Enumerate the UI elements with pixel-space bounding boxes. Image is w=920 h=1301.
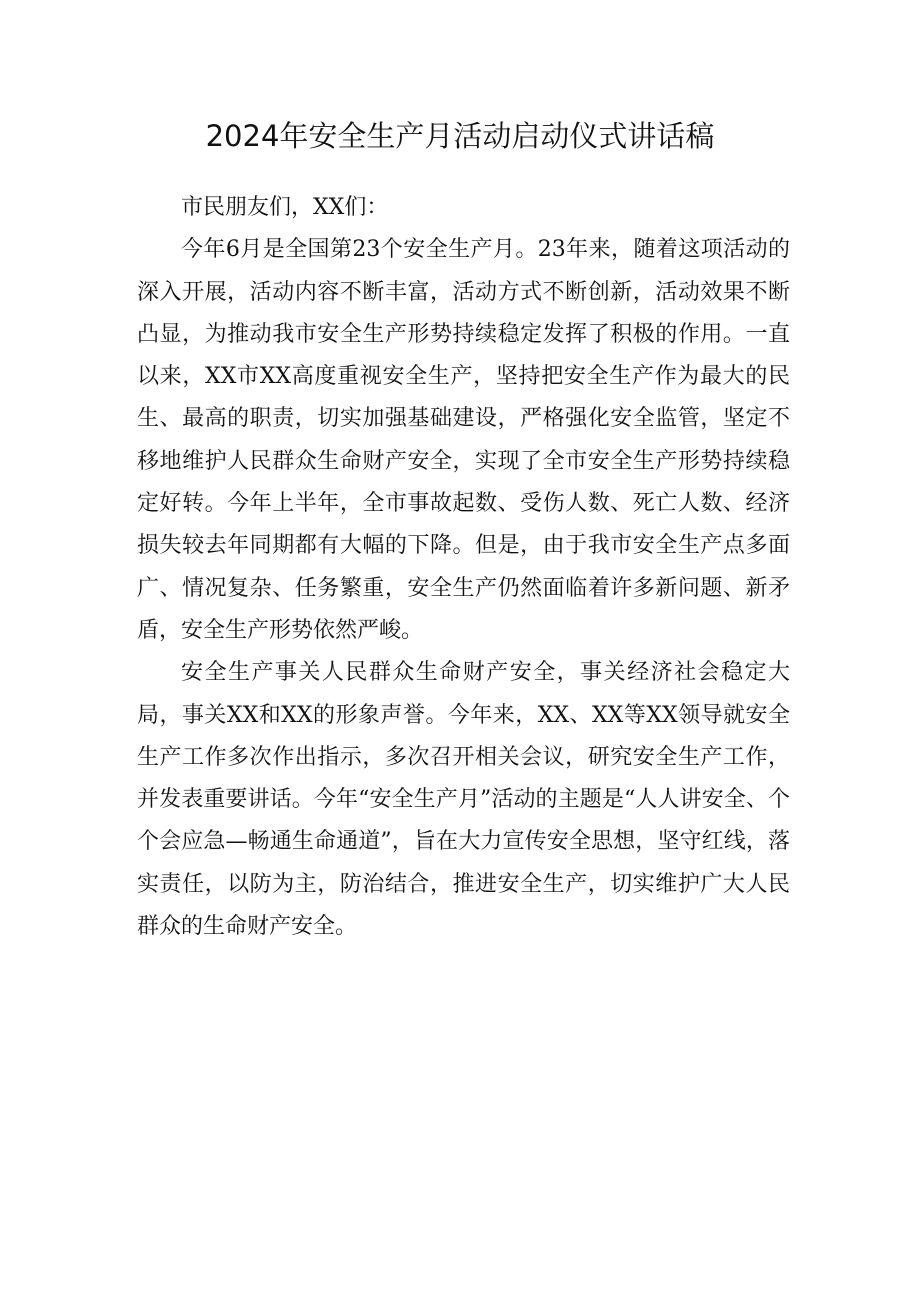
greeting-line: 市民朋友们，XX们： <box>181 195 389 220</box>
paragraph: 安全生产事关人民群众生命财产安全，事关经济社会稳定大局，事关XX和XX的形象声誉。今年来，XX、XX等XX领导就安全生产工作多次作出指示，多次召开相关会议，研究安全生产工作，并发表重要讲话。今年“安全生产月”活动的主题是“人人讲安全、个个会应急—畅通生命通道”，旨在大力宣传安全思想，坚守红线，落实责任，以防为主，防治结合，推进安全生产，切实维护广大人民群众的生命财产安全。 <box>137 660 790 940</box>
document-body <box>137 187 790 948</box>
paragraph: 今年6月是全国第23个安全生产月。23年来，随着这项活动的深入开展，活动内容不断丰富，活动方式不断创新，活动效果不断凸显，为推动我市安全生产形势持续稳定发挥了积极的作用。一直以来，XX市XX高度重视安全生产，坚持把安全生产作为最大的民生、最高的职责，切实加强基础建设，严格强化安全监管，坚定不移地维护人民群众生命财产安全，实现了全市安全生产形势持续稳定好转。今年上半年，全市事故起数、受伤人数、死亡人数、经济损失较去年同期都有大幅的下降。但是，由于我市安全生产点多面广、情况复杂、任务繁重，安全生产仍然面临着许多新问题、新矛盾，安全生产形势依然严峻。 <box>137 237 790 643</box>
document-title: 2024年安全生产月活动启动仪式讲话稿 <box>205 119 715 153</box>
